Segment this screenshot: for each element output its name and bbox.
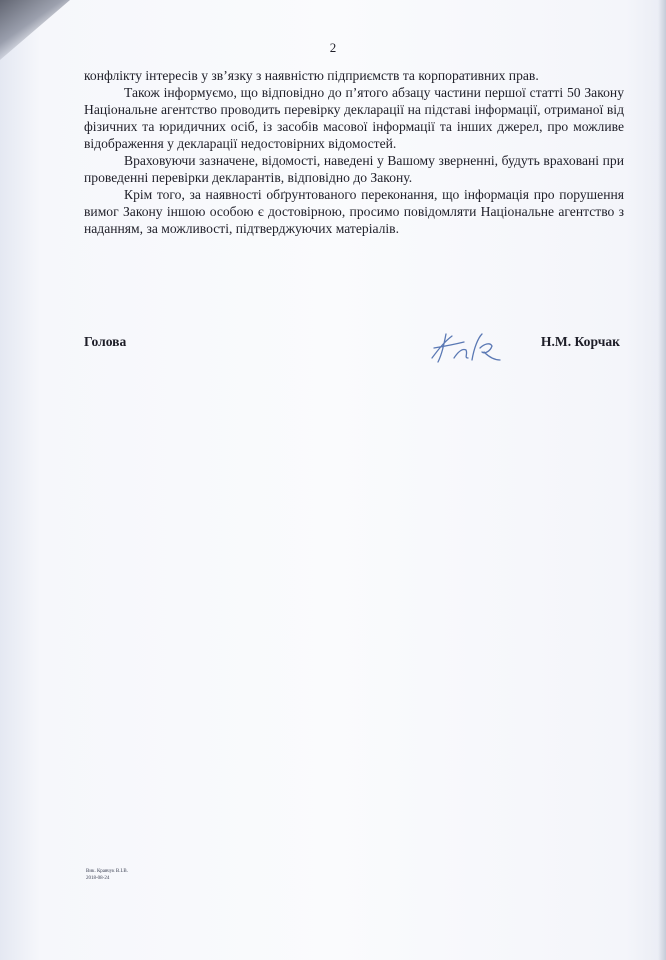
page-number: 2 bbox=[329, 40, 337, 55]
paragraph-request-info: Крім того, за наявності обґрунтованого переконання, що інформація про порушення вимог Закону іншою особою є достовірною, просимо повідомляти Національне агентство з наданням, за можливості, підтверджуючих матеріалів. bbox=[84, 187, 624, 236]
handwritten-signature-icon bbox=[424, 328, 504, 368]
letter-body bbox=[84, 67, 624, 237]
signatory-role: Голова bbox=[84, 334, 127, 349]
paragraph-considered-info: Враховуючи зазначене, відомості, наведені у Вашому зверненні, будуть враховані при проведенні перевірки декларантів, відповідно до Закону. bbox=[84, 153, 624, 185]
paragraph-verification-info: Також інформуємо, що відповідно до п’ятого абзацу частини першої статті 50 Закону Національне агентство проводить перевірку декларації на підставі інформації, отриманої від фізичних та юридичних осіб, із засобів масової інформації та інших джерел, про можливе відображення у декларації недостовірних відомостей. bbox=[84, 85, 624, 151]
signature-block bbox=[84, 332, 620, 372]
signatory-name: Н.М. Корчак bbox=[540, 334, 620, 349]
executor-name: Вик. Кравчук В.І.В. bbox=[86, 869, 128, 874]
paragraph-continuation: конфлікту інтересів у зв’язку з наявністю підприємств та корпоративних прав. bbox=[84, 68, 539, 83]
executor-note bbox=[86, 868, 128, 882]
page-right-edge-shadow bbox=[658, 0, 666, 960]
executor-date: 2018-08-24 bbox=[86, 876, 110, 881]
